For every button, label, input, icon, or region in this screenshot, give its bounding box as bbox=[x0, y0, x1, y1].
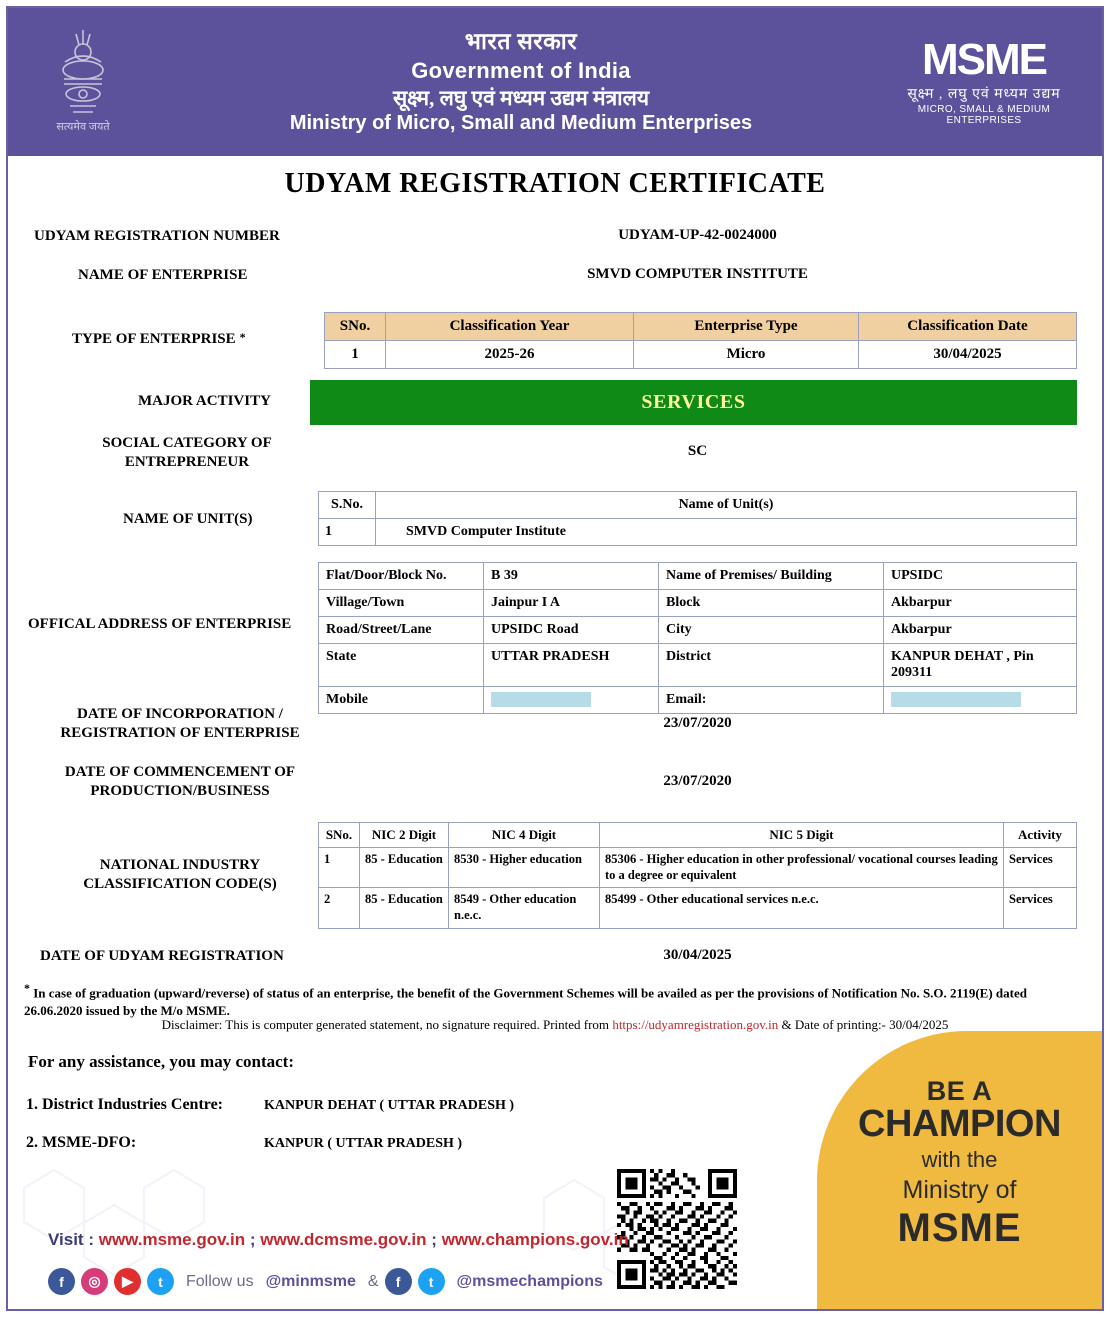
commencement-date-value: 23/07/2020 bbox=[663, 773, 732, 789]
msme-logo-word: MSME bbox=[922, 35, 1046, 84]
table-row bbox=[319, 644, 1077, 687]
urn-label: UDYAM REGISTRATION NUMBER bbox=[34, 228, 280, 244]
td-nic-sno: 2 bbox=[319, 888, 360, 928]
units-table bbox=[318, 491, 1077, 546]
addr-label-mobile: Mobile bbox=[319, 687, 484, 714]
dcmsme-gov-link[interactable]: www.dcmsme.gov.in bbox=[260, 1230, 427, 1249]
addr-value-premises: UPSIDC bbox=[884, 563, 1077, 590]
social-follow-line bbox=[48, 1268, 609, 1295]
td-nic5: 85499 - Other educational services n.e.c. bbox=[600, 888, 1004, 928]
addr-label-district: District bbox=[659, 644, 884, 687]
qr-code bbox=[617, 1169, 737, 1289]
twitter-icon[interactable]: t bbox=[147, 1268, 174, 1295]
table-row bbox=[319, 848, 1077, 888]
twitter-icon-2[interactable]: t bbox=[418, 1268, 445, 1295]
th-enterprise-type: Enterprise Type bbox=[634, 313, 859, 341]
addr-value-block: Akbarpur bbox=[884, 590, 1077, 617]
document-header bbox=[8, 8, 1102, 156]
td-nic-sno: 1 bbox=[319, 848, 360, 888]
msmechampions-handle: @msmechampions bbox=[456, 1272, 603, 1290]
type-asterisk: * bbox=[239, 330, 246, 344]
dic-value: KANPUR DEHAT ( UTTAR PRADESH ) bbox=[264, 1098, 515, 1113]
dic-label: 1. District Industries Centre: bbox=[26, 1096, 224, 1113]
addr-label-city: City bbox=[659, 617, 884, 644]
udyam-registration-date-label: DATE OF UDYAM REGISTRATION bbox=[40, 948, 284, 964]
td-unit-name: SMVD Computer Institute bbox=[376, 519, 1077, 546]
instagram-icon[interactable]: ◎ bbox=[81, 1268, 108, 1295]
address-table bbox=[318, 562, 1077, 714]
major-activity-label: MAJOR ACTIVITY bbox=[138, 393, 271, 409]
visit-line bbox=[48, 1230, 629, 1250]
msme-logo bbox=[884, 35, 1102, 126]
udyam-registration-date-value: 30/04/2025 bbox=[663, 947, 732, 963]
th-nic-activity: Activity bbox=[1004, 823, 1077, 848]
major-activity-value: SERVICES bbox=[310, 380, 1077, 425]
enterprise-name-label: NAME OF ENTERPRISE bbox=[78, 267, 248, 283]
td-nic2: 85 - Education bbox=[360, 848, 449, 888]
assistance-title: For any assistance, you may contact: bbox=[28, 1052, 294, 1071]
table-row bbox=[319, 590, 1077, 617]
table-row bbox=[319, 617, 1077, 644]
addr-value-district: KANPUR DEHAT , Pin 209311 bbox=[884, 644, 1077, 687]
name-of-units-label: NAME OF UNIT(S) bbox=[123, 511, 253, 527]
th-nic4: NIC 4 Digit bbox=[449, 823, 600, 848]
champion-line-1: BE A bbox=[926, 1076, 993, 1106]
graduation-footnote bbox=[24, 980, 1086, 1019]
incorporation-date-label: DATE OF INCORPORATION / REGISTRATION OF ENTERPRISE bbox=[60, 706, 300, 741]
td-enterprise-type: Micro bbox=[634, 341, 859, 369]
table-row bbox=[319, 888, 1077, 928]
addr-value-flat: B 39 bbox=[484, 563, 659, 590]
table-header-row bbox=[325, 313, 1077, 341]
addr-value-city: Akbarpur bbox=[884, 617, 1077, 644]
redacted-mobile bbox=[491, 692, 591, 707]
social-category-label: SOCIAL CATEGORY OF ENTREPRENEUR bbox=[102, 435, 272, 470]
address-label: OFFICAL ADDRESS OF ENTERPRISE bbox=[28, 616, 292, 632]
ministry-english-text: Ministry of Micro, Small and Medium Enterprises bbox=[289, 111, 753, 134]
footnote-asterisk: * bbox=[24, 981, 30, 995]
th-sno: SNo. bbox=[325, 313, 386, 341]
th-nic-sno: SNo. bbox=[319, 823, 360, 848]
table-header-row bbox=[319, 823, 1077, 848]
table-row bbox=[319, 687, 1077, 714]
td-classification-date: 30/04/2025 bbox=[859, 341, 1077, 369]
nic-table bbox=[318, 822, 1077, 929]
table-row bbox=[319, 519, 1077, 546]
msme-logo-hindi: सूक्ष्म , लघु एवं मध्यम उद्यम bbox=[907, 87, 1061, 102]
page-title: UDYAM REGISTRATION CERTIFICATE bbox=[284, 168, 826, 199]
addr-label-block: Block bbox=[659, 590, 884, 617]
addr-value-mobile bbox=[484, 687, 659, 714]
type-of-enterprise-table bbox=[324, 312, 1077, 369]
svg-text:सत्यमेव जयते: सत्यमेव जयते bbox=[56, 121, 110, 133]
addr-label-email: Email: bbox=[659, 687, 884, 714]
ministry-hindi-text: सूक्ष्म, लघु एवं मध्यम उद्यम मंत्रालय bbox=[392, 85, 650, 110]
be-a-champion-badge bbox=[817, 1031, 1102, 1309]
table-row bbox=[319, 563, 1077, 590]
th-unit-sno: S.No. bbox=[319, 492, 376, 519]
minmsme-handle: @minmsme bbox=[265, 1272, 356, 1290]
gov-hindi-text: भारत सरकार bbox=[464, 29, 578, 55]
enterprise-name-value: SMVD COMPUTER INSTITUTE bbox=[587, 266, 808, 282]
addr-label-premises: Name of Premises/ Building bbox=[659, 563, 884, 590]
disclaimer bbox=[0, 1017, 1110, 1033]
follow-label: Follow us bbox=[186, 1272, 254, 1290]
msme-gov-link[interactable]: www.msme.gov.in bbox=[98, 1230, 246, 1249]
champion-line-5: MSME bbox=[897, 1206, 1022, 1251]
addr-label-flat: Flat/Door/Block No. bbox=[319, 563, 484, 590]
addr-value-road: UPSIDC Road bbox=[484, 617, 659, 644]
addr-label-village: Village/Town bbox=[319, 590, 484, 617]
facebook-icon[interactable]: f bbox=[48, 1268, 75, 1295]
td-nic5: 85306 - Higher education in other professional/ vocational courses leading to a degree or equivalent bbox=[600, 848, 1004, 888]
champions-gov-link[interactable]: www.champions.gov.in bbox=[441, 1230, 629, 1249]
nic-label: NATIONAL INDUSTRY CLASSIFICATION CODE(S) bbox=[83, 857, 277, 892]
td-nic-activity: Services bbox=[1004, 888, 1077, 928]
disclaimer-post-text: & Date of printing:- 30/04/2025 bbox=[778, 1017, 949, 1032]
national-emblem bbox=[8, 22, 158, 142]
udyam-portal-link[interactable]: https://udyamregistration.gov.in bbox=[612, 1017, 779, 1032]
addr-label-state: State bbox=[319, 644, 484, 687]
td-nic4: 8549 - Other education n.e.c. bbox=[449, 888, 600, 928]
incorporation-date-value: 23/07/2020 bbox=[663, 715, 732, 731]
td-unit-sno: 1 bbox=[319, 519, 376, 546]
facebook-icon-2[interactable]: f bbox=[385, 1268, 412, 1295]
visit-label: Visit : bbox=[48, 1230, 94, 1249]
th-classification-year: Classification Year bbox=[386, 313, 634, 341]
footnote-text: In case of graduation (upward/reverse) of status of an enterprise, the benefit of the Government Schemes will be availed as per the provisions of Notification No. S.O. 2119(E) dated 26.06.2020 issued by the M/o MSME. bbox=[24, 985, 1027, 1018]
sep-1: ; bbox=[249, 1230, 256, 1249]
th-nic5: NIC 5 Digit bbox=[600, 823, 1004, 848]
type-of-enterprise-label: TYPE OF ENTERPRISE * bbox=[72, 330, 246, 347]
gov-english-text: Government of India bbox=[411, 58, 631, 83]
addr-label-road: Road/Street/Lane bbox=[319, 617, 484, 644]
td-nic4: 8530 - Higher education bbox=[449, 848, 600, 888]
champion-line-2: CHAMPION bbox=[858, 1103, 1061, 1146]
th-classification-date: Classification Date bbox=[859, 313, 1077, 341]
social-category-value: SC bbox=[687, 443, 708, 459]
msme-dfo-value: KANPUR ( UTTAR PRADESH ) bbox=[264, 1136, 463, 1151]
champion-line-4: Ministry of bbox=[902, 1176, 1017, 1205]
redacted-email bbox=[891, 692, 1021, 707]
addr-value-email bbox=[884, 687, 1077, 714]
emblem-icon bbox=[40, 22, 126, 142]
disclaimer-pre-text: Disclaimer: This is computer generated statement, no signature required. Printed from bbox=[161, 1017, 613, 1032]
champion-line-3: with the bbox=[921, 1147, 998, 1173]
youtube-icon[interactable]: ▶ bbox=[114, 1268, 141, 1295]
th-nic2: NIC 2 Digit bbox=[360, 823, 449, 848]
table-header-row bbox=[319, 492, 1077, 519]
ampersand: & bbox=[367, 1272, 379, 1290]
td-classification-year: 2025-26 bbox=[386, 341, 634, 369]
td-sno: 1 bbox=[325, 341, 386, 369]
table-row bbox=[325, 341, 1077, 369]
sep-2: ; bbox=[431, 1230, 437, 1249]
td-nic-activity: Services bbox=[1004, 848, 1077, 888]
td-nic2: 85 - Education bbox=[360, 888, 449, 928]
commencement-date-label: DATE OF COMMENCEMENT OF PRODUCTION/BUSINESS bbox=[64, 764, 296, 799]
addr-value-village: Jainpur I A bbox=[484, 590, 659, 617]
addr-value-state: UTTAR PRADESH bbox=[484, 644, 659, 687]
msme-logo-english: MICRO, SMALL & MEDIUM ENTERPRISES bbox=[917, 104, 1051, 126]
th-unit-name: Name of Unit(s) bbox=[376, 492, 1077, 519]
urn-value: UDYAM-UP-42-0024000 bbox=[618, 227, 777, 243]
msme-dfo-label: 2. MSME-DFO: bbox=[26, 1134, 137, 1151]
